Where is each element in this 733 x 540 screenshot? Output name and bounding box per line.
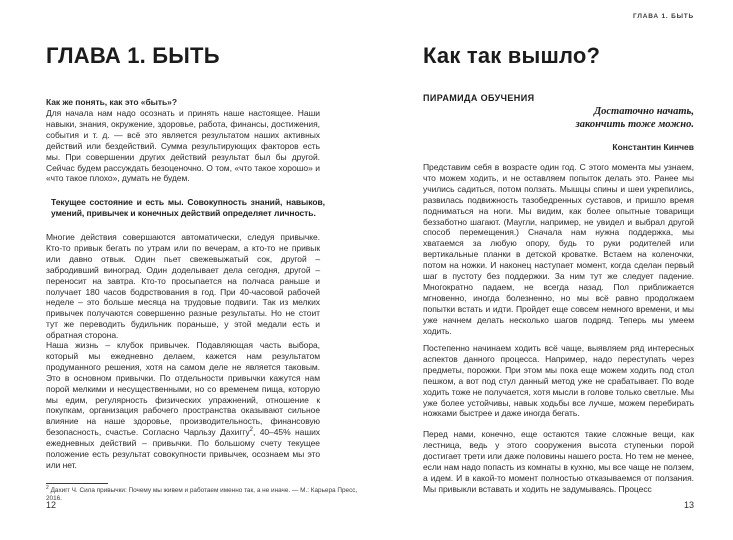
left-paragraph-3-text-after: , 40–45% наших ежедневных действий – привычки. По большому счету текущее положение есть результат совокупности привычек, осознаем мы это или нет. bbox=[46, 427, 321, 470]
footnote-divider bbox=[46, 483, 108, 484]
callout-paragraph: Текущее состояние и есть мы. Совокупность знаний, навыков, умений, привычек и конечных действий определяет личность. bbox=[51, 197, 325, 218]
page-number-left: 12 bbox=[46, 500, 57, 510]
epigraph bbox=[423, 105, 694, 131]
footnote-text: Дахигг Ч. Сила привычки: Почему мы живем и работаем именно так, а не иначе. — М.: Карьера Пресс, 2016. bbox=[46, 487, 358, 502]
footnote-marker: 2 bbox=[46, 484, 49, 491]
chapter-title: ГЛАВА 1. БЫТЬ bbox=[46, 43, 220, 68]
epigraph-author: Константин Кинчев bbox=[612, 142, 694, 152]
right-paragraph-2: Постепенно начинаем ходить всё чаще, выявляем ряд интересных аспектов данного процесса. Например, надо переступать через предметы, порожки. При этом мы пока еще можем ходить под стол пешком, а вот под стул данный метод уже не срабатывает. По воде ходить тоже не получается, хотя мысли в голове только светлые. Мы уже более устойчивы, навык ходьбы все лучше, можем перебирать ножками быстрее и даже иногда бегать. bbox=[423, 343, 694, 419]
section-title: Как так вышло? bbox=[423, 43, 601, 68]
right-paragraph-1: Представим себя в возрасте один год. С этого момента мы узнаем, что можем ходить, и не оставляем попыток делать это. Ранее мы учились садиться, потом ползать. Мышцы спины и шеи укрепились, развилась подвижность тазобедренных суставов, и пришло время подниматься на ноги. Мы видим, как более опытные товарищи беззаботно шагают. (Маугли, например, не увидел и выбрал другой способ перемещения.) Сначала нам нужна поддержка, мы хватаемся за любую опору, будь то руки родителей или вертикальные планки в детской кроватке. Встаем на коленочки, потом на ножки. И наконец наступает момент, когда сделан первый шаг в пустоту без поддержки. За ним тут же следует падение. Многократно падаем, не всегда назад. Пол приближается мгновенно, иногда болезненно, но мы всё равно продолжаем попытки встать и идти. Пройдет еще совсем немного времени, и мы уже начнем делать несколько шагов подряд. Теперь мы умеем ходить. bbox=[423, 162, 694, 336]
footnote-reference-mark: 2 bbox=[249, 427, 253, 434]
epigraph-line-2: закончить тоже можно. bbox=[575, 119, 694, 130]
subsection-title: ПИРАМИДА ОБУЧЕНИЯ bbox=[423, 93, 535, 103]
left-paragraph-3-text: Наша жизнь – клубок привычек. Подавляющая часть выбора, который мы ежедневно делаем, кажется нам результатом продуманного решения, хотя на самом деле не является таковым. Это в основном привычки. По отдельности привычки кажутся нам порой мелкими и несущественными, но со временем пища, которую мы едим, регулярность физических упражнений, отношение к покупкам, организация рабочего пространства оказывают сильное влияние на наше здоровье, производительность, финансовую безопасность, счастье. Согласно Чарльзу Дахиггу bbox=[46, 340, 320, 438]
left-paragraph-2: Многие действия совершаются автоматически, следуя привычке. Кто-то привык бегать по утрам или по вечерам, а кто-то не привык или давно отвык. Один пьет свежевыжатый сок, другой – забродивший виноград. Один доделывает дела сегодня, другой – переносит на завтра. Кто-то просыпается на полчаса раньше и получает 180 часов бодрствования в год. При 40-часовой рабочей неделе – это больше месяца на трудовые подвиги. Так из мелких привычек получаются совершенно разные результаты. Но не стоит тут же переводить будильник пораньше, у этой медали есть и обратная сторона. bbox=[46, 232, 320, 341]
right-paragraph-3: Перед нами, конечно, еще остаются такие сложные вещи, как лестница, ведь у этого сооружения высота ступеньки порой достигает трети или даже половины нашего роста. Но тем не менее, если нам надо попасть из комнаты в кухню, мы все чаще не ползем, а идем. И в какой-то момент полностью отказываемся от ползания. Мы привыкли вставать и ходить не задумываясь. Процесс bbox=[423, 429, 694, 494]
left-paragraph-3 bbox=[46, 340, 320, 471]
page-number-right: 13 bbox=[683, 500, 694, 510]
left-paragraph-1: Для начала нам надо осознать и принять наше настоящее. Наши навыки, знания, окружение, здоровье, работа, финансы, достижения, события и т. д. — всё это является результатом наших активных действий или бездействий. Сумма результирующих факторов есть мы. При совершении других действий результат был бы другой. Сейчас будем рассуждать безоценочно. О том, «что такое хорошо» и «что такое плохо», думать не будем. bbox=[46, 108, 320, 184]
lead-question: Как же понять, как это «быть»? bbox=[46, 97, 177, 107]
epigraph-line-1: Достаточно начать, bbox=[593, 106, 694, 117]
running-header: ГЛАВА 1. БЫТЬ bbox=[633, 13, 694, 20]
